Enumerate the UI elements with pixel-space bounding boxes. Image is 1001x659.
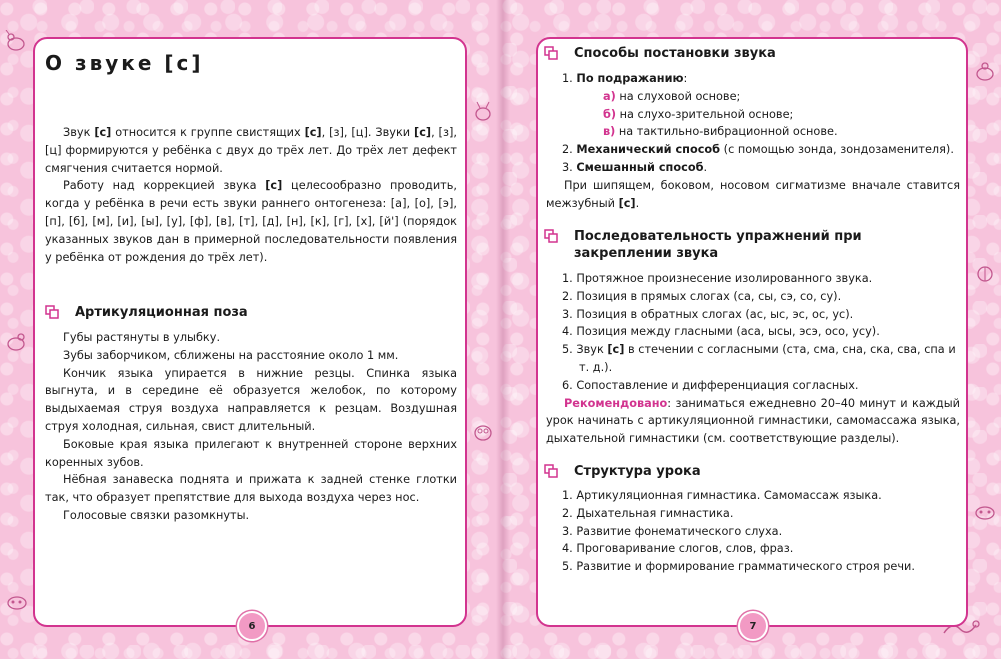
bug-icon <box>972 260 998 284</box>
section-title-sequence <box>544 228 904 262</box>
sub-item: а) на слуховой основе; <box>603 89 741 103</box>
sequence-list <box>546 270 960 448</box>
bug-icon <box>972 500 998 524</box>
lesson-list <box>546 487 960 576</box>
sound-mark: [с] <box>414 126 432 139</box>
paragraph: Работу над коррекцией звука [с] целесообразно проводить, когда у ребёнка в речи есть звуки раннего онтогенеза: [а], [о], [э], [п], [б], [м], [и], [ы], [у], [ф], [в], [т], [д], [н], [к], [г], [х], [й'] (порядок указанных звуков дан в примерной последовательности появления у ребёнка от рождения до трёх лет). <box>45 179 457 264</box>
book-spine <box>496 0 510 659</box>
list-item: 1. Артикуляционная гимнастика. Самомассаж языка. <box>562 489 882 502</box>
paragraph: Кончик языка упирается в нижние резцы. Спинка языка выгнута, и в середине её образуется желобок, по которому выдыхаемая струя воздуха направляется к резцам. Воздушная струя холодная, сильная, свист длительный. <box>45 366 457 433</box>
list-item: 2. Позиция в прямых слогах (са, сы, сэ, со, су). <box>562 289 842 303</box>
section-icon <box>544 464 558 478</box>
paragraph: Голосовые связки разомкнуты. <box>63 508 250 522</box>
section-title-text: Способы постановки звука <box>574 46 776 61</box>
section-icon <box>45 305 59 319</box>
section-title-lesson <box>544 463 954 480</box>
page-number: 6 <box>237 611 267 641</box>
intro-text <box>45 124 457 266</box>
list-item: 6. Сопоставление и дифференциация согласных. <box>562 378 859 392</box>
sub-item: б) на слухо-зрительной основе; <box>603 107 794 121</box>
list-item: 1. Протяжное произнесение изолированного звука. <box>562 272 873 285</box>
list-number: 2. <box>562 143 577 157</box>
section-icon <box>544 46 558 60</box>
section-title-methods <box>544 45 954 62</box>
list-item: 2. Дыхательная гимнастика. <box>562 506 734 520</box>
sound-mark: [с] <box>607 343 625 357</box>
section-title-text: Структура урока <box>574 464 701 479</box>
colon: : <box>683 72 688 85</box>
list-item: 4. Проговаривание слогов, слов, фраз. <box>562 542 794 556</box>
sound-mark: [с] <box>265 179 283 193</box>
list-number: 3. <box>562 160 577 174</box>
sub-letter: в) <box>603 125 616 139</box>
method-label: По подражанию <box>576 72 684 85</box>
section-title-articulation <box>45 304 455 321</box>
list-item: 3. Позиция в обратных слогах (ас, ыс, эс, ос, ус). <box>562 307 854 321</box>
paragraph: Губы растянуты в улыбку. <box>63 331 221 344</box>
sigmatism-note: При шипящем, боковом, носовом сигматизме вначале ставится межзубный [с]. <box>546 178 960 210</box>
method-text: . <box>703 160 708 174</box>
list-item: 5. Звук [с] в стечении с согласными (ста, сма, сна, ска, сва, спа и т. д.). <box>562 343 956 374</box>
sound-mark: [с] <box>618 196 636 210</box>
sub-item: в) на тактильно-вибрационной основе. <box>603 125 838 139</box>
paragraph: Звук [с] относится к группе свистящих [с], [з], [ц]. Звуки [с], [з], [ц] формируются у ребёнка с двух до трёх лет. До трёх лет дефект смягчения считается нормой. <box>45 126 457 175</box>
paragraph: Зубы заборчиком, сближены на расстояние около 1 мм. <box>63 348 399 362</box>
bug-icon <box>3 330 29 354</box>
section-title-text: Артикуляционная поза <box>75 305 248 320</box>
method-text: (с помощью зонда, зондозаменителя). <box>720 143 954 157</box>
list-item: 3. Развитие фонематического слуха. <box>562 524 783 538</box>
paragraph: Нёбная занавеска поднята и прижата к задней стенке глотки так, что образует препятствие для выхода воздуха через нос. <box>45 473 457 505</box>
section-icon <box>544 229 558 243</box>
paragraph: Боковые края языка прилегают к внутренней стороне верхних коренных зубов. <box>45 437 457 469</box>
recommend-text: : заниматься ежедневно 20–40 минут и каждый урок начинать с артикуляционной гимнастики, самомассажа языка, дыхательной гимнастики (см. соответствующие разделы). <box>546 396 960 446</box>
sound-mark: [с] <box>94 126 112 139</box>
bug-icon <box>4 590 30 614</box>
methods-list <box>546 70 960 212</box>
sub-list <box>546 88 960 141</box>
list-item: 4. Позиция между гласными (аса, ысы, эсэ, осо, усу). <box>562 325 880 339</box>
bug-icon <box>470 100 496 124</box>
right-page <box>536 37 968 632</box>
section-title-text: Последовательность упражнений при закреплении звука <box>574 229 862 261</box>
method-label: Смешанный способ <box>576 160 704 174</box>
bug-icon <box>972 60 998 84</box>
articulation-text <box>45 329 457 525</box>
sub-letter: б) <box>603 107 617 121</box>
list-number: 1. <box>562 72 577 85</box>
bug-icon <box>470 420 496 444</box>
method-label: Механический способ <box>576 143 721 157</box>
page-title: О звуке [с] <box>45 51 204 75</box>
left-page <box>33 37 467 632</box>
sound-mark: [с] <box>304 126 322 139</box>
page-number: 7 <box>738 611 768 641</box>
list-item: 5. Развитие и формирование грамматического строя речи. <box>562 560 915 574</box>
bug-icon <box>3 30 29 54</box>
recommend-label: Рекомендовано <box>564 396 668 410</box>
sub-letter: а) <box>603 89 616 103</box>
recommendation <box>546 395 960 448</box>
